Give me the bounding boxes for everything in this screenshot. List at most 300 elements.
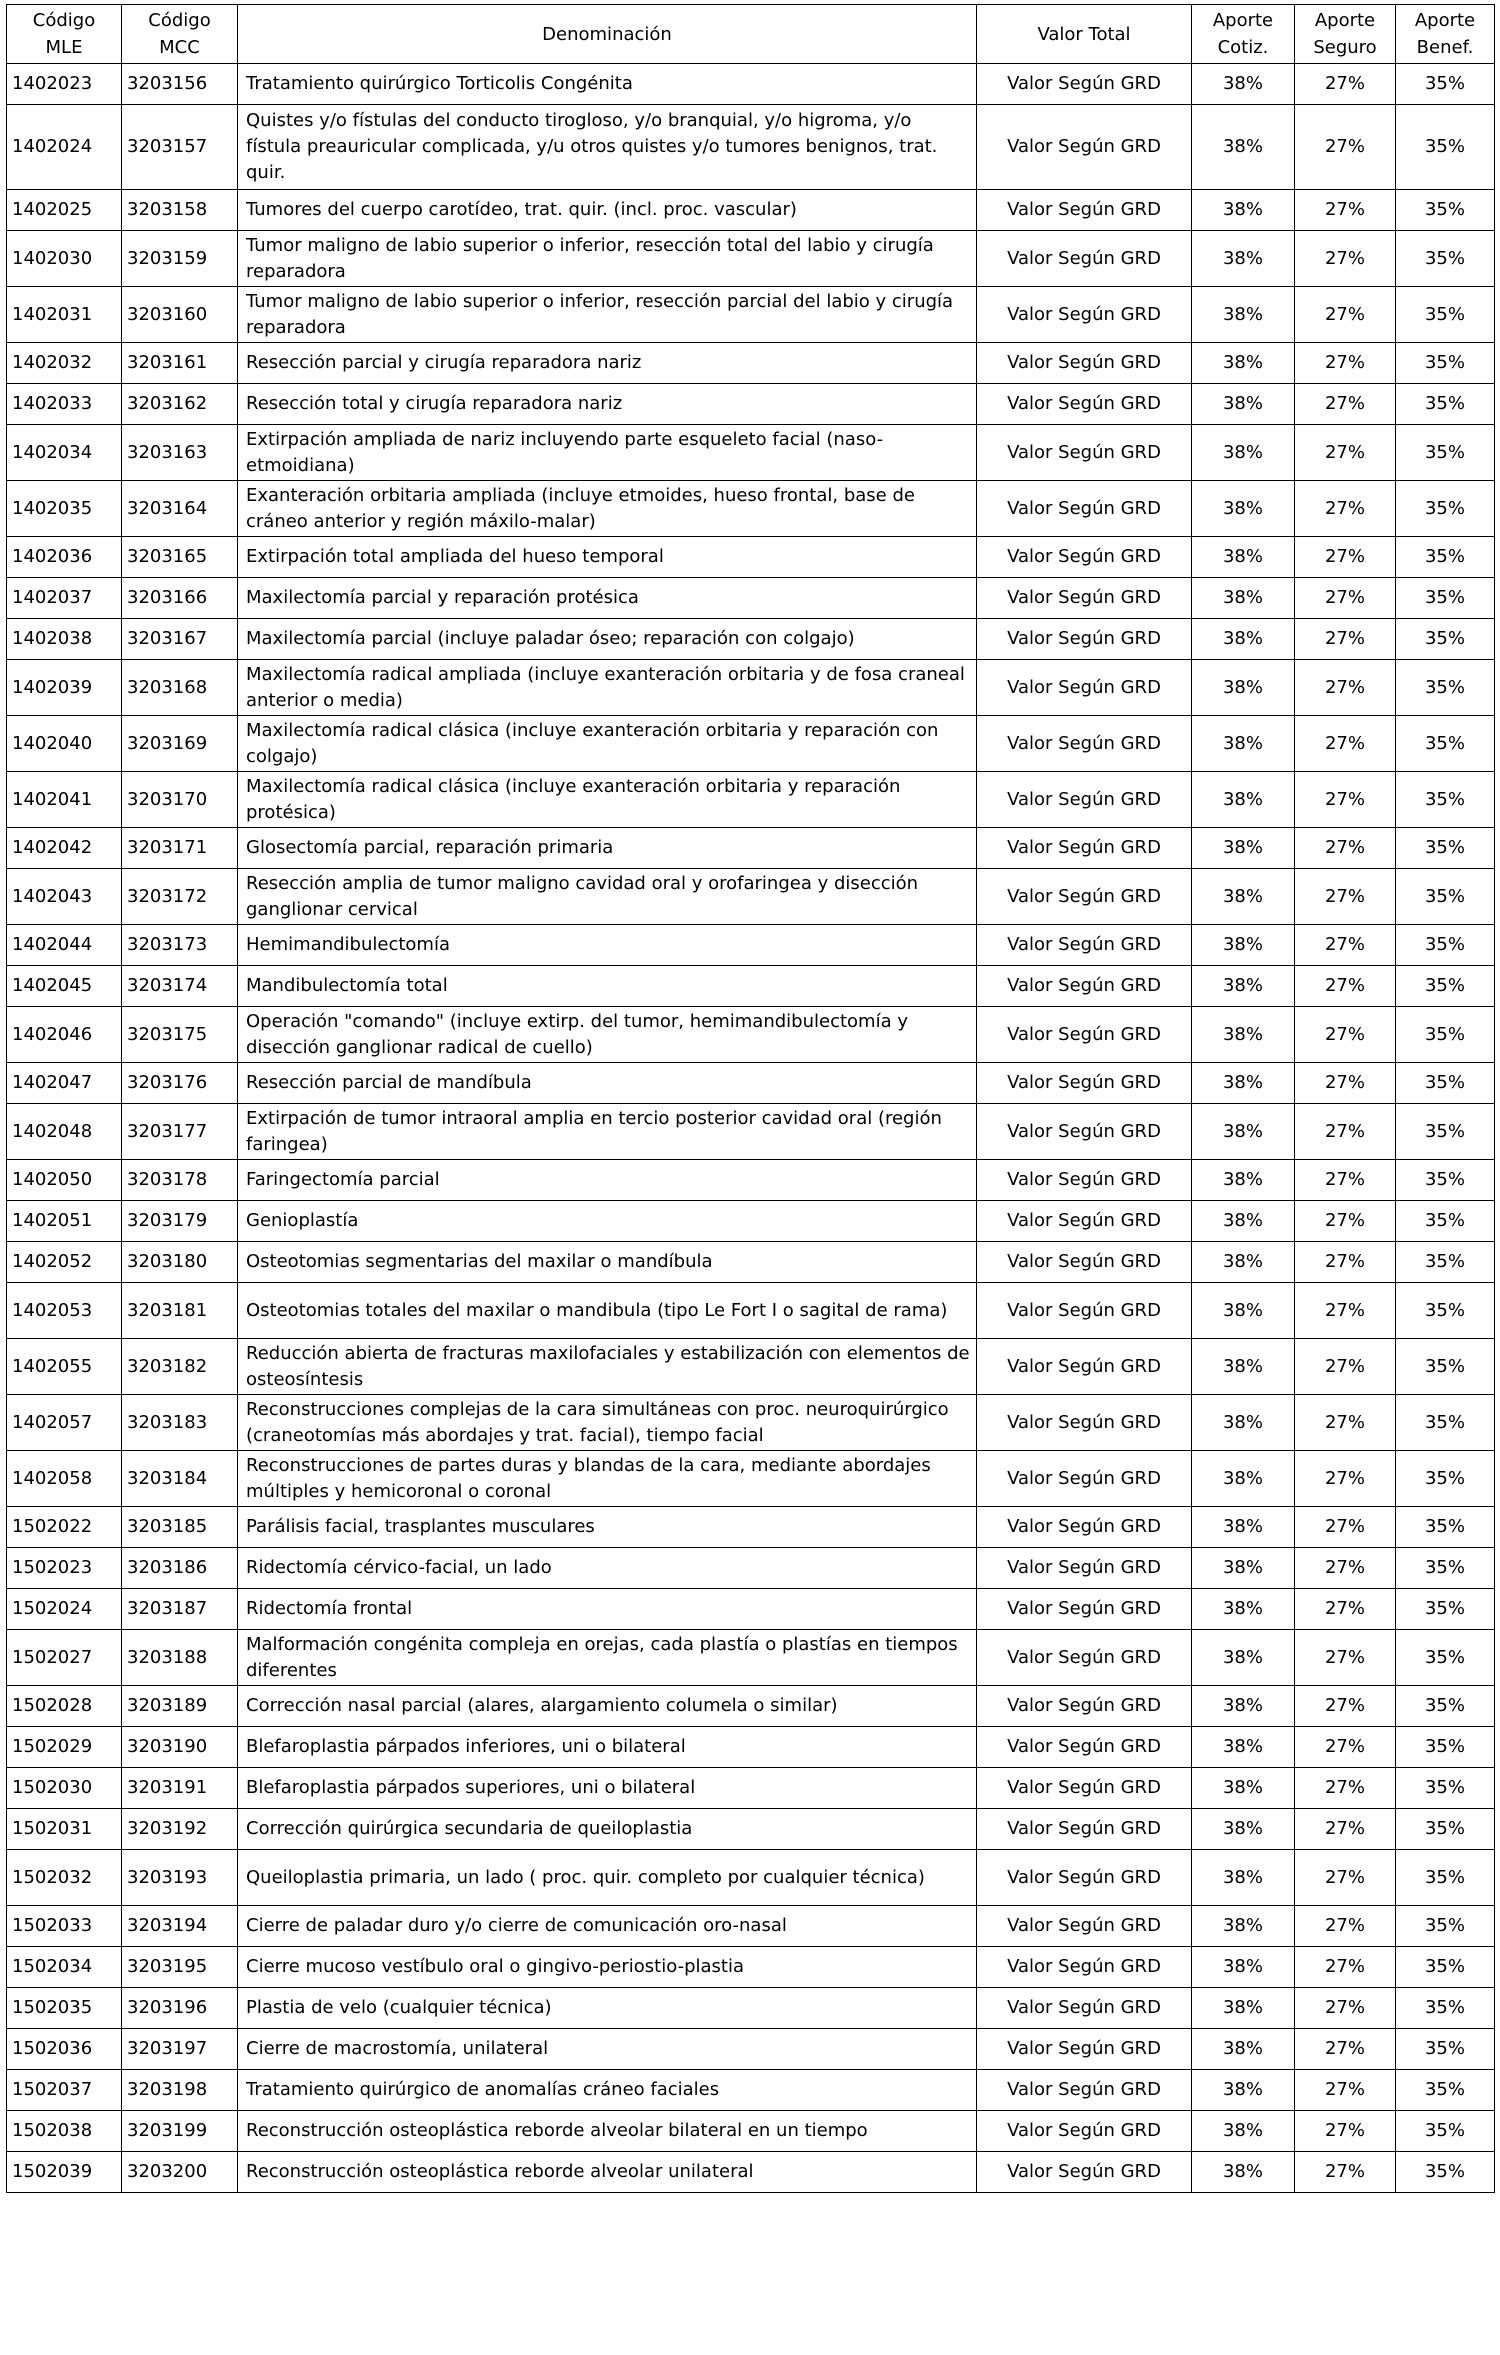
codigo-mcc-cell: 3203184 — [122, 1451, 238, 1507]
table-row — [7, 1451, 1495, 1507]
valor-total-cell: Valor Según GRD — [977, 1589, 1192, 1630]
table-row — [7, 287, 1495, 343]
aporte-seguro-cell: 27% — [1295, 1988, 1396, 2029]
denominacion-cell: Osteotomias segmentarias del maxilar o mandíbula — [238, 1242, 977, 1283]
table-row — [7, 1686, 1495, 1727]
valor-total-cell: Valor Según GRD — [977, 231, 1192, 287]
aporte-benef-cell: 35% — [1396, 384, 1495, 425]
codigo-mcc-cell: 3203175 — [122, 1007, 238, 1063]
aporte-cotiz-cell: 38% — [1192, 828, 1295, 869]
header-codigo-mcc — [122, 5, 238, 64]
table-row — [7, 2029, 1495, 2070]
aporte-cotiz-cell: 38% — [1192, 1104, 1295, 1160]
aporte-cotiz-cell: 38% — [1192, 716, 1295, 772]
denominacion-cell: Tratamiento quirúrgico Torticolis Congénita — [238, 64, 977, 105]
aporte-seguro-cell: 27% — [1295, 384, 1396, 425]
aporte-seguro-cell: 27% — [1295, 772, 1396, 828]
denominacion-cell: Maxilectomía radical clásica (incluye exanteración orbitaria y reparación con colgajo) — [238, 716, 977, 772]
denominacion-cell: Ridectomía cérvico-facial, un lado — [238, 1548, 977, 1589]
codigo-mle-cell: 1402052 — [7, 1242, 122, 1283]
aporte-benef-cell: 35% — [1396, 1589, 1495, 1630]
denominacion-cell: Reconstrucciones complejas de la cara simultáneas con proc. neuroquirúrgico (craneotomías más abordajes y trat. facial), tiempo facial — [238, 1395, 977, 1451]
valor-total-cell: Valor Según GRD — [977, 1988, 1192, 2029]
header-aporte-benef-line2: Benef. — [1416, 37, 1474, 58]
valor-total-cell: Valor Según GRD — [977, 2070, 1192, 2111]
codigo-mle-cell: 1402045 — [7, 966, 122, 1007]
aporte-benef-cell: 35% — [1396, 1283, 1495, 1339]
codigo-mcc-cell: 3203172 — [122, 869, 238, 925]
aporte-cotiz-cell: 38% — [1192, 190, 1295, 231]
denominacion-cell: Extirpación ampliada de nariz incluyendo parte esqueleto facial (naso-etmoidiana) — [238, 425, 977, 481]
table-row — [7, 966, 1495, 1007]
table-row — [7, 1242, 1495, 1283]
codigo-mle-cell: 1402033 — [7, 384, 122, 425]
aporte-benef-cell: 35% — [1396, 537, 1495, 578]
denominacion-cell: Corrección quirúrgica secundaria de queiloplastia — [238, 1809, 977, 1850]
aporte-seguro-cell: 27% — [1295, 1589, 1396, 1630]
aporte-benef-cell: 35% — [1396, 1850, 1495, 1906]
valor-total-cell: Valor Según GRD — [977, 1063, 1192, 1104]
codigo-mle-cell: 1402050 — [7, 1160, 122, 1201]
aporte-benef-cell: 35% — [1396, 1242, 1495, 1283]
aporte-benef-cell: 35% — [1396, 1548, 1495, 1589]
codigo-mcc-cell: 3203159 — [122, 231, 238, 287]
table-row — [7, 1283, 1495, 1339]
codigo-mcc-cell: 3203173 — [122, 925, 238, 966]
codigo-mle-cell: 1402042 — [7, 828, 122, 869]
denominacion-cell: Maxilectomía radical clásica (incluye exanteración orbitaria y reparación protésica) — [238, 772, 977, 828]
header-denominacion-label: Denominación — [542, 23, 672, 45]
table-row — [7, 1589, 1495, 1630]
valor-total-cell: Valor Según GRD — [977, 1507, 1192, 1548]
table-row — [7, 925, 1495, 966]
aporte-seguro-cell: 27% — [1295, 1104, 1396, 1160]
table-row — [7, 1850, 1495, 1906]
aporte-cotiz-cell: 38% — [1192, 2152, 1295, 2193]
valor-total-cell: Valor Según GRD — [977, 2029, 1192, 2070]
aporte-benef-cell: 35% — [1396, 1906, 1495, 1947]
aporte-cotiz-cell: 38% — [1192, 105, 1295, 190]
denominacion-cell: Ridectomía frontal — [238, 1589, 977, 1630]
header-aporte-cotiz — [1192, 5, 1295, 64]
table-row — [7, 1507, 1495, 1548]
valor-total-cell: Valor Según GRD — [977, 1201, 1192, 1242]
aporte-cotiz-cell: 38% — [1192, 1768, 1295, 1809]
denominacion-cell: Reconstrucciones de partes duras y blandas de la cara, mediante abordajes múltiples y hemicoronal o coronal — [238, 1451, 977, 1507]
aporte-seguro-cell: 27% — [1295, 1768, 1396, 1809]
codigo-mcc-cell: 3203157 — [122, 105, 238, 190]
aporte-benef-cell: 35% — [1396, 343, 1495, 384]
codigo-mcc-cell: 3203161 — [122, 343, 238, 384]
aporte-cotiz-cell: 38% — [1192, 1007, 1295, 1063]
valor-total-cell: Valor Según GRD — [977, 578, 1192, 619]
aporte-benef-cell: 35% — [1396, 578, 1495, 619]
codigo-mle-cell: 1402053 — [7, 1283, 122, 1339]
aporte-cotiz-cell: 38% — [1192, 1589, 1295, 1630]
denominacion-cell: Glosectomía parcial, reparación primaria — [238, 828, 977, 869]
aporte-cotiz-cell: 38% — [1192, 1850, 1295, 1906]
table-row — [7, 343, 1495, 384]
valor-total-cell: Valor Según GRD — [977, 660, 1192, 716]
codigo-mle-cell: 1502037 — [7, 2070, 122, 2111]
aporte-seguro-cell: 27% — [1295, 425, 1396, 481]
codigo-mle-cell: 1502033 — [7, 1906, 122, 1947]
aporte-seguro-cell: 27% — [1295, 828, 1396, 869]
aporte-seguro-cell: 27% — [1295, 1507, 1396, 1548]
codigo-mle-cell: 1502039 — [7, 2152, 122, 2193]
valor-total-cell: Valor Según GRD — [977, 1104, 1192, 1160]
codigo-mle-cell: 1502027 — [7, 1630, 122, 1686]
header-codigo-mcc-line1: Código — [148, 10, 211, 31]
table-body — [7, 64, 1495, 2193]
valor-total-cell: Valor Según GRD — [977, 1850, 1192, 1906]
aporte-benef-cell: 35% — [1396, 1686, 1495, 1727]
codigo-mle-cell: 1402036 — [7, 537, 122, 578]
aporte-seguro-cell: 27% — [1295, 1727, 1396, 1768]
aporte-benef-cell: 35% — [1396, 2152, 1495, 2193]
codigo-mcc-cell: 3203181 — [122, 1283, 238, 1339]
denominacion-cell: Resección total y cirugía reparadora nariz — [238, 384, 977, 425]
codigo-mcc-cell: 3203188 — [122, 1630, 238, 1686]
aporte-benef-cell: 35% — [1396, 1507, 1495, 1548]
aporte-cotiz-cell: 38% — [1192, 660, 1295, 716]
table-row — [7, 2111, 1495, 2152]
valor-total-cell: Valor Según GRD — [977, 1395, 1192, 1451]
denominacion-cell: Resección parcial de mandíbula — [238, 1063, 977, 1104]
codigo-mle-cell: 1502032 — [7, 1850, 122, 1906]
aporte-cotiz-cell: 38% — [1192, 2029, 1295, 2070]
denominacion-cell: Resección amplia de tumor maligno cavidad oral y orofaringea y disección ganglionar cervical — [238, 869, 977, 925]
codigo-mle-cell: 1502035 — [7, 1988, 122, 2029]
denominacion-cell: Tumor maligno de labio superior o inferior, resección total del labio y cirugía reparadora — [238, 231, 977, 287]
valor-total-cell: Valor Según GRD — [977, 1947, 1192, 1988]
table-row — [7, 1548, 1495, 1589]
codigo-mcc-cell: 3203193 — [122, 1850, 238, 1906]
aporte-seguro-cell: 27% — [1295, 1283, 1396, 1339]
denominacion-cell: Reconstrucción osteoplástica reborde alveolar unilateral — [238, 2152, 977, 2193]
aporte-benef-cell: 35% — [1396, 64, 1495, 105]
table-row — [7, 1160, 1495, 1201]
table-row — [7, 1063, 1495, 1104]
codigo-mcc-cell: 3203200 — [122, 2152, 238, 2193]
denominacion-cell: Extirpación total ampliada del hueso temporal — [238, 537, 977, 578]
denominacion-cell: Blefaroplastia párpados superiores, uni o bilateral — [238, 1768, 977, 1809]
codigo-mle-cell: 1402046 — [7, 1007, 122, 1063]
table-row — [7, 384, 1495, 425]
codigo-mcc-cell: 3203191 — [122, 1768, 238, 1809]
header-aporte-seguro-line1: Aporte — [1314, 10, 1376, 31]
codigo-mcc-cell: 3203163 — [122, 425, 238, 481]
aporte-cotiz-cell: 38% — [1192, 1063, 1295, 1104]
aporte-seguro-cell: 27% — [1295, 1201, 1396, 1242]
aporte-cotiz-cell: 38% — [1192, 1630, 1295, 1686]
aporte-seguro-cell: 27% — [1295, 537, 1396, 578]
header-codigo-mle-line1: Código — [32, 10, 96, 31]
aporte-seguro-cell: 27% — [1295, 64, 1396, 105]
aporte-cotiz-cell: 38% — [1192, 1339, 1295, 1395]
denominacion-cell: Operación "comando" (incluye extirp. del tumor, hemimandibulectomía y disección ganglionar radical de cuello) — [238, 1007, 977, 1063]
table-row — [7, 481, 1495, 537]
aporte-cotiz-cell: 38% — [1192, 1727, 1295, 1768]
aporte-seguro-cell: 27% — [1295, 481, 1396, 537]
valor-total-cell: Valor Según GRD — [977, 1768, 1192, 1809]
codigo-mcc-cell: 3203170 — [122, 772, 238, 828]
codigo-mcc-cell: 3203198 — [122, 2070, 238, 2111]
aporte-benef-cell: 35% — [1396, 1451, 1495, 1507]
table-row — [7, 1906, 1495, 1947]
table-row — [7, 190, 1495, 231]
aporte-benef-cell: 35% — [1396, 1339, 1495, 1395]
valor-total-cell: Valor Según GRD — [977, 105, 1192, 190]
aporte-seguro-cell: 27% — [1295, 869, 1396, 925]
table-row — [7, 105, 1495, 190]
aporte-cotiz-cell: 38% — [1192, 231, 1295, 287]
denominacion-cell: Hemimandibulectomía — [238, 925, 977, 966]
aporte-seguro-cell: 27% — [1295, 231, 1396, 287]
denominacion-cell: Genioplastía — [238, 1201, 977, 1242]
aporte-cotiz-cell: 38% — [1192, 537, 1295, 578]
table-row — [7, 1809, 1495, 1850]
aporte-seguro-cell: 27% — [1295, 190, 1396, 231]
table-row — [7, 2152, 1495, 2193]
codigo-mle-cell: 1402051 — [7, 1201, 122, 1242]
denominacion-cell: Cierre de macrostomía, unilateral — [238, 2029, 977, 2070]
aporte-seguro-cell: 27% — [1295, 2111, 1396, 2152]
aporte-benef-cell: 35% — [1396, 2070, 1495, 2111]
denominacion-cell: Reducción abierta de fracturas maxilofaciales y estabilización con elementos de osteosíntesis — [238, 1339, 977, 1395]
codigo-mcc-cell: 3203162 — [122, 384, 238, 425]
table-row — [7, 578, 1495, 619]
aporte-benef-cell: 35% — [1396, 869, 1495, 925]
aporte-seguro-cell: 27% — [1295, 343, 1396, 384]
valor-total-cell: Valor Según GRD — [977, 869, 1192, 925]
valor-total-cell: Valor Según GRD — [977, 481, 1192, 537]
denominacion-cell: Cierre de paladar duro y/o cierre de comunicación oro-nasal — [238, 1906, 977, 1947]
valor-total-cell: Valor Según GRD — [977, 287, 1192, 343]
table-row — [7, 660, 1495, 716]
codigo-mle-cell: 1402039 — [7, 660, 122, 716]
codigo-mcc-cell: 3203196 — [122, 1988, 238, 2029]
valor-total-cell: Valor Según GRD — [977, 1242, 1192, 1283]
codigo-mle-cell: 1502029 — [7, 1727, 122, 1768]
aporte-benef-cell: 35% — [1396, 2029, 1495, 2070]
aporte-benef-cell: 35% — [1396, 1007, 1495, 1063]
aporte-cotiz-cell: 38% — [1192, 287, 1295, 343]
table-row — [7, 1395, 1495, 1451]
table-row — [7, 1947, 1495, 1988]
aporte-benef-cell: 35% — [1396, 925, 1495, 966]
aporte-benef-cell: 35% — [1396, 1988, 1495, 2029]
header-aporte-cotiz-line2: Cotiz. — [1217, 37, 1269, 58]
aporte-benef-cell: 35% — [1396, 231, 1495, 287]
codigo-mcc-cell: 3203165 — [122, 537, 238, 578]
aporte-seguro-cell: 27% — [1295, 1630, 1396, 1686]
codigo-mcc-cell: 3203156 — [122, 64, 238, 105]
aporte-benef-cell: 35% — [1396, 1630, 1495, 1686]
aporte-benef-cell: 35% — [1396, 716, 1495, 772]
aporte-cotiz-cell: 38% — [1192, 1906, 1295, 1947]
aporte-benef-cell: 35% — [1396, 619, 1495, 660]
codigo-mcc-cell: 3203168 — [122, 660, 238, 716]
aporte-seguro-cell: 27% — [1295, 287, 1396, 343]
table-row — [7, 772, 1495, 828]
aporte-cotiz-cell: 38% — [1192, 64, 1295, 105]
codigo-mcc-cell: 3203164 — [122, 481, 238, 537]
table-row — [7, 1630, 1495, 1686]
aporte-benef-cell: 35% — [1396, 105, 1495, 190]
aporte-cotiz-cell: 38% — [1192, 2111, 1295, 2152]
header-codigo-mcc-line2: MCC — [159, 37, 200, 58]
header-valor-total-label: Valor Total — [1037, 23, 1131, 45]
codigo-mle-cell: 1402058 — [7, 1451, 122, 1507]
aporte-seguro-cell: 27% — [1295, 1906, 1396, 1947]
valor-total-cell: Valor Según GRD — [977, 1809, 1192, 1850]
header-valor-total — [977, 5, 1192, 64]
valor-total-cell: Valor Según GRD — [977, 1283, 1192, 1339]
table-row — [7, 425, 1495, 481]
valor-total-cell: Valor Según GRD — [977, 425, 1192, 481]
table-row — [7, 828, 1495, 869]
valor-total-cell: Valor Según GRD — [977, 537, 1192, 578]
table-row — [7, 1201, 1495, 1242]
aporte-seguro-cell: 27% — [1295, 619, 1396, 660]
aporte-cotiz-cell: 38% — [1192, 481, 1295, 537]
valor-total-cell: Valor Según GRD — [977, 64, 1192, 105]
aporte-benef-cell: 35% — [1396, 1809, 1495, 1850]
aporte-cotiz-cell: 38% — [1192, 2070, 1295, 2111]
aporte-benef-cell: 35% — [1396, 1160, 1495, 1201]
codigo-mcc-cell: 3203182 — [122, 1339, 238, 1395]
aporte-benef-cell: 35% — [1396, 287, 1495, 343]
denominacion-cell: Malformación congénita compleja en orejas, cada plastía o plastías en tiempos diferentes — [238, 1630, 977, 1686]
aporte-benef-cell: 35% — [1396, 828, 1495, 869]
aporte-cotiz-cell: 38% — [1192, 578, 1295, 619]
codigo-mle-cell: 1402032 — [7, 343, 122, 384]
aporte-benef-cell: 35% — [1396, 190, 1495, 231]
aporte-cotiz-cell: 38% — [1192, 772, 1295, 828]
codigo-mle-cell: 1502023 — [7, 1548, 122, 1589]
aporte-seguro-cell: 27% — [1295, 1548, 1396, 1589]
codigo-mcc-cell: 3203169 — [122, 716, 238, 772]
header-aporte-seguro-line2: Seguro — [1313, 37, 1377, 58]
codigo-mle-cell: 1402055 — [7, 1339, 122, 1395]
valor-total-cell: Valor Según GRD — [977, 190, 1192, 231]
codigo-mcc-cell: 3203192 — [122, 1809, 238, 1850]
valor-total-cell: Valor Según GRD — [977, 1727, 1192, 1768]
aporte-cotiz-cell: 38% — [1192, 1242, 1295, 1283]
aporte-cotiz-cell: 38% — [1192, 1988, 1295, 2029]
codigo-mle-cell: 1502036 — [7, 2029, 122, 2070]
valor-total-cell: Valor Según GRD — [977, 1548, 1192, 1589]
codigo-mle-cell: 1402037 — [7, 578, 122, 619]
codigo-mcc-cell: 3203158 — [122, 190, 238, 231]
valor-total-cell: Valor Según GRD — [977, 1160, 1192, 1201]
aporte-seguro-cell: 27% — [1295, 2070, 1396, 2111]
codigo-mcc-cell: 3203180 — [122, 1242, 238, 1283]
valor-total-cell: Valor Según GRD — [977, 716, 1192, 772]
valor-total-cell: Valor Según GRD — [977, 1686, 1192, 1727]
aporte-benef-cell: 35% — [1396, 772, 1495, 828]
valor-total-cell: Valor Según GRD — [977, 2111, 1192, 2152]
codigo-mle-cell: 1402034 — [7, 425, 122, 481]
aporte-seguro-cell: 27% — [1295, 578, 1396, 619]
aporte-cotiz-cell: 38% — [1192, 1395, 1295, 1451]
codigo-mcc-cell: 3203190 — [122, 1727, 238, 1768]
codigo-mcc-cell: 3203197 — [122, 2029, 238, 2070]
aporte-cotiz-cell: 38% — [1192, 384, 1295, 425]
aporte-cotiz-cell: 38% — [1192, 966, 1295, 1007]
header-codigo-mle-line2: MLE — [45, 37, 83, 58]
codigo-mcc-cell: 3203174 — [122, 966, 238, 1007]
table-row — [7, 869, 1495, 925]
codigo-mle-cell: 1402048 — [7, 1104, 122, 1160]
codigo-mcc-cell: 3203179 — [122, 1201, 238, 1242]
aporte-benef-cell: 35% — [1396, 1947, 1495, 1988]
valor-total-cell: Valor Según GRD — [977, 966, 1192, 1007]
aporte-benef-cell: 35% — [1396, 1395, 1495, 1451]
aporte-cotiz-cell: 38% — [1192, 869, 1295, 925]
codigo-mcc-cell: 3203194 — [122, 1906, 238, 1947]
valor-total-cell: Valor Según GRD — [977, 1007, 1192, 1063]
codigo-mle-cell: 1502028 — [7, 1686, 122, 1727]
procedures-table — [6, 4, 1495, 2193]
codigo-mle-cell: 1402047 — [7, 1063, 122, 1104]
table-header — [7, 5, 1495, 64]
aporte-seguro-cell: 27% — [1295, 1007, 1396, 1063]
codigo-mcc-cell: 3203176 — [122, 1063, 238, 1104]
codigo-mle-cell: 1402041 — [7, 772, 122, 828]
denominacion-cell: Parálisis facial, trasplantes musculares — [238, 1507, 977, 1548]
codigo-mle-cell: 1402023 — [7, 64, 122, 105]
codigo-mle-cell: 1402031 — [7, 287, 122, 343]
denominacion-cell: Tratamiento quirúrgico de anomalías cráneo faciales — [238, 2070, 977, 2111]
aporte-cotiz-cell: 38% — [1192, 1160, 1295, 1201]
denominacion-cell: Mandibulectomía total — [238, 966, 977, 1007]
aporte-seguro-cell: 27% — [1295, 1686, 1396, 1727]
table-row — [7, 1339, 1495, 1395]
aporte-seguro-cell: 27% — [1295, 1160, 1396, 1201]
valor-total-cell: Valor Según GRD — [977, 1906, 1192, 1947]
denominacion-cell: Osteotomias totales del maxilar o mandibula (tipo Le Fort I o sagital de rama) — [238, 1283, 977, 1339]
aporte-seguro-cell: 27% — [1295, 925, 1396, 966]
codigo-mcc-cell: 3203187 — [122, 1589, 238, 1630]
aporte-cotiz-cell: 38% — [1192, 1507, 1295, 1548]
table-row — [7, 231, 1495, 287]
aporte-cotiz-cell: 38% — [1192, 1201, 1295, 1242]
aporte-benef-cell: 35% — [1396, 2111, 1495, 2152]
codigo-mcc-cell: 3203183 — [122, 1395, 238, 1451]
aporte-cotiz-cell: 38% — [1192, 1686, 1295, 1727]
aporte-seguro-cell: 27% — [1295, 1395, 1396, 1451]
aporte-cotiz-cell: 38% — [1192, 425, 1295, 481]
codigo-mcc-cell: 3203185 — [122, 1507, 238, 1548]
codigo-mle-cell: 1502031 — [7, 1809, 122, 1850]
table-row — [7, 1768, 1495, 1809]
table-row — [7, 1104, 1495, 1160]
codigo-mle-cell: 1502034 — [7, 1947, 122, 1988]
codigo-mle-cell: 1502024 — [7, 1589, 122, 1630]
aporte-seguro-cell: 27% — [1295, 1242, 1396, 1283]
header-aporte-benef-line1: Aporte — [1414, 10, 1476, 31]
codigo-mle-cell: 1402040 — [7, 716, 122, 772]
denominacion-cell: Resección parcial y cirugía reparadora nariz — [238, 343, 977, 384]
codigo-mcc-cell: 3203195 — [122, 1947, 238, 1988]
table-row — [7, 1988, 1495, 2029]
table-row — [7, 716, 1495, 772]
aporte-seguro-cell: 27% — [1295, 1451, 1396, 1507]
codigo-mcc-cell: 3203189 — [122, 1686, 238, 1727]
aporte-seguro-cell: 27% — [1295, 1063, 1396, 1104]
